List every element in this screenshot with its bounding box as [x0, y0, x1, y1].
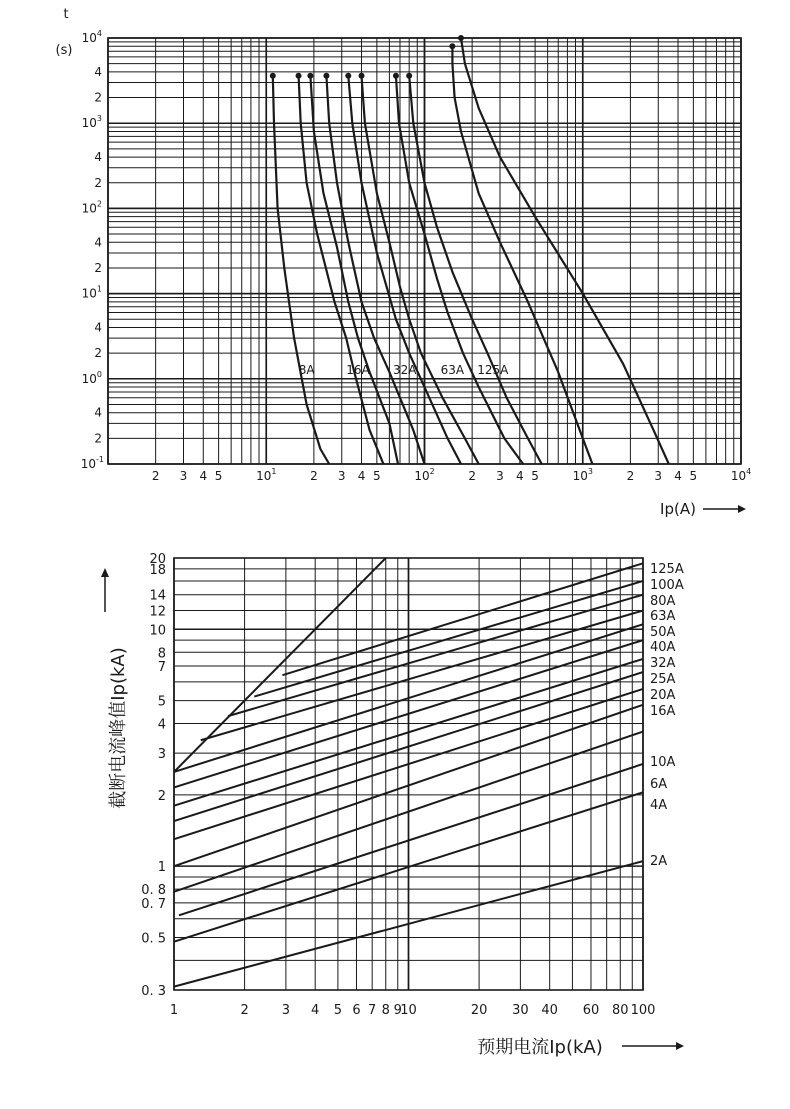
rating-label: 16A — [346, 363, 370, 378]
x-tick-label: 10 — [400, 1003, 417, 1018]
x-tick-label: 80 — [612, 1003, 629, 1018]
y-tick-label: 8 — [157, 646, 166, 662]
y-tick-label: 7 — [157, 659, 166, 675]
x-tick-label: 2 — [240, 1003, 249, 1018]
y-tick-label: $10^4$ — [81, 29, 102, 45]
x-tick-label: 6 — [352, 1003, 361, 1018]
x-tick-label: 4 — [199, 469, 208, 483]
y-tick-label: $10^3$ — [81, 114, 102, 131]
time-current-curve-10 — [461, 38, 669, 464]
series-label: 125A — [650, 562, 684, 577]
x-tick-label: 30 — [512, 1003, 529, 1018]
y-tick-label: 0. 5 — [141, 931, 166, 947]
x-tick-label: 8 — [381, 1003, 390, 1018]
series-label: 2A — [650, 854, 668, 869]
y-tick-label: 3 — [157, 747, 166, 763]
time-current-chart — [56, 7, 752, 518]
y-tick-label: 14 — [149, 588, 166, 604]
curve-start-dot — [323, 73, 329, 79]
curve-start-dot — [406, 73, 412, 79]
x-axis-arrowhead — [676, 1042, 684, 1050]
x-tick-label: $10^3$ — [572, 467, 593, 483]
y-tick-label: 2 — [157, 788, 166, 804]
cut-off-current-chart — [101, 552, 684, 1058]
y-tick-label: 4 — [94, 150, 102, 165]
x-tick-label: 1 — [169, 1003, 179, 1018]
y-tick-label: $10^2$ — [81, 199, 102, 216]
x-tick-label: 5 — [531, 469, 539, 483]
series-label: 25A — [650, 672, 676, 687]
x-tick-label: 4 — [357, 469, 366, 483]
time-current-curve-9 — [452, 46, 592, 464]
y-tick-label: 2 — [94, 346, 102, 361]
y-tick-label: 0. 8 — [141, 883, 166, 899]
curve-start-dot — [345, 73, 351, 79]
time-current-curves — [270, 35, 669, 464]
x-tick-label: 3 — [281, 1003, 291, 1018]
y-tick-label: 4 — [94, 235, 102, 250]
curve-start-dot — [359, 73, 365, 79]
y-tick-label: 2 — [94, 90, 102, 105]
curve-start-dot — [449, 43, 455, 49]
curve-start-dot — [307, 73, 313, 79]
x-tick-label: 7 — [368, 1003, 377, 1018]
y-tick-label: 4 — [94, 64, 102, 79]
series-label: 100A — [650, 578, 684, 593]
x-tick-label: 4 — [311, 1003, 320, 1018]
x-tick-label: 3 — [654, 469, 663, 483]
series-label: 80A — [650, 594, 676, 609]
x-tick-label: 2 — [626, 469, 635, 483]
x-axis-title: Ip(A) — [660, 500, 696, 518]
curve-start-dot — [296, 73, 302, 79]
x-tick-label: 2 — [151, 469, 160, 483]
x-tick-label: 4 — [674, 469, 682, 483]
x-tick-label: 3 — [496, 469, 504, 483]
y-tick-label: 4 — [157, 717, 166, 733]
series-label: 20A — [650, 688, 676, 703]
x-tick-label: 5 — [333, 1003, 343, 1018]
series-label: 4A — [650, 798, 668, 813]
x-tick-label: 60 — [582, 1003, 600, 1018]
series-label: 10A — [650, 755, 676, 770]
rating-label: 125A — [477, 363, 509, 378]
y-tick-label: 12 — [149, 604, 166, 620]
y-tick-label: 0. 3 — [141, 984, 166, 999]
y-tick-label: 10 — [149, 623, 166, 639]
series-label: 40A — [650, 640, 676, 655]
x-tick-label: 2 — [468, 469, 476, 483]
y-tick-label: 4 — [94, 405, 102, 420]
x-tick-label: 4 — [515, 469, 524, 483]
x-tick-label: 5 — [214, 469, 223, 483]
time-current-curve-5 — [348, 76, 461, 464]
cut-off-line-100a — [254, 581, 643, 697]
y-tick-label: 2 — [94, 260, 102, 275]
rating-label: 8A — [298, 363, 315, 378]
x-tick-label: 20 — [470, 1003, 488, 1018]
x-tick-label: 9 — [393, 1003, 402, 1018]
y-axis-unit: (s) — [55, 43, 73, 58]
curve-start-dot — [458, 35, 464, 41]
x-tick-label: 100 — [630, 1003, 656, 1018]
x-tick-label: 5 — [689, 469, 698, 483]
time-current-grid — [108, 38, 741, 464]
series-label: 63A — [650, 609, 676, 624]
y-tick-label: $10^{-1}$ — [80, 455, 104, 471]
y-axis-title: t — [63, 7, 69, 22]
y-tick-label: 18 — [149, 562, 166, 578]
series-label: 6A — [650, 777, 668, 792]
y-tick-label: $10^0$ — [81, 369, 102, 386]
y-tick-label: 20 — [149, 552, 166, 567]
y-tick-label: 0. 7 — [141, 896, 166, 912]
x-axis-arrowhead — [738, 505, 746, 513]
curve-start-dot — [393, 73, 399, 79]
x-tick-label: $10^4$ — [730, 467, 752, 483]
x-tick-label: $10^2$ — [414, 467, 435, 483]
y-axis-title: 截断电流峰值Ip(kA) — [108, 647, 129, 809]
x-tick-label: $10^1$ — [256, 467, 277, 483]
x-tick-label: 3 — [179, 469, 188, 483]
x-tick-label: 3 — [337, 469, 346, 483]
rating-label: 63A — [440, 363, 465, 378]
series-label: 50A — [650, 625, 676, 640]
cut-off-line-125a — [282, 563, 643, 675]
y-tick-label: 2 — [94, 431, 102, 446]
cut-off-grid — [174, 558, 643, 990]
x-axis-title: 预期电流Ip(kA) — [477, 1037, 603, 1058]
x-tick-label: 5 — [373, 469, 381, 483]
rating-label: 32A — [392, 363, 417, 378]
x-tick-label: 2 — [310, 469, 318, 483]
y-tick-label: 5 — [157, 694, 166, 710]
y-tick-label: 4 — [94, 320, 102, 335]
curve-start-dot — [270, 73, 276, 79]
series-label: 16A — [650, 704, 676, 719]
time-current-labels — [56, 7, 752, 518]
series-label: 32A — [650, 656, 676, 671]
x-tick-label: 40 — [541, 1003, 558, 1018]
time-current-curve-8 — [409, 76, 542, 464]
y-tick-label: $10^1$ — [81, 284, 102, 301]
y-tick-label: 1 — [157, 860, 166, 876]
y-axis-arrowhead — [101, 568, 109, 577]
y-tick-label: 2 — [94, 175, 102, 190]
